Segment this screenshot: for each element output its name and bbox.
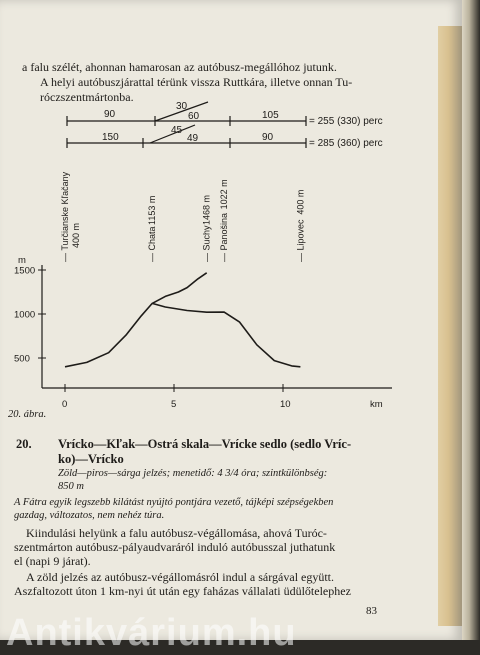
timing-row2-b2: 49 — [187, 133, 199, 144]
paragraph-1-line-2: szentmárton autóbusz-pályaudvaráról induló autóbusszal juthatunk — [14, 540, 336, 554]
book-edge — [462, 0, 480, 640]
intro-line-1: a falu szélét, ahonnan hamarosan az autóbusz-megállóhoz jutunk. — [22, 60, 337, 74]
y-tick-label: 500 — [14, 353, 30, 365]
place-name: — Chata — [147, 226, 158, 262]
timing-row1-a: 90 — [104, 109, 116, 120]
x-tick-label: 10 — [280, 399, 291, 410]
route-meta-line-2: 850 m — [58, 481, 84, 492]
x-tick-label: 5 — [171, 399, 177, 410]
route-title-line-2: ko)—Vrícko — [58, 452, 124, 466]
y-axis-label: m — [18, 255, 26, 266]
page-number: 83 — [366, 605, 377, 617]
intro-line-2: A helyi autóbuszjárattal térünk vissza Ruttkára, illetve onnan Tu- — [40, 75, 353, 89]
place-label — [202, 195, 212, 262]
y-tick-label: 1000 — [14, 309, 36, 321]
place-elevation: 1153 m — [147, 195, 158, 225]
place-name: — Turčianske Kľačany — [60, 171, 70, 262]
timing-diagram — [0, 98, 440, 158]
paragraph-2-line-2: Aszfaltozott úton 1 km-nyi út után egy faházas vállalati üdülőtelephez — [14, 584, 351, 598]
place-name: — Panošina — [219, 212, 230, 262]
profile-line-2 — [152, 273, 207, 304]
timing-row2-c: 90 — [262, 132, 274, 143]
timing-row1-c: 105 — [262, 110, 279, 121]
paragraph-1-line-1: Kiindulási helyünk a falu autóbusz-végállomása, ahová Turóc- — [26, 526, 327, 540]
route-description-line-2: gazdag, változatos, nem nehéz túra. — [14, 510, 165, 521]
route-title-line-1: Vrícko—Kľak—Ostrá skala—Vrícke sedlo (sedlo Vríc- — [58, 437, 352, 451]
route-meta-line-1: Zöld—piros—sárga jelzés; menetidő: 4 3/4 óra; szintkülönbség: — [58, 468, 328, 479]
profile-line-1 — [65, 303, 300, 366]
timing-row1-b2: 60 — [188, 111, 200, 122]
place-label — [295, 190, 305, 262]
watermark: Antikvárium.hu — [6, 612, 297, 654]
timing-row2-total: = 285 (360) perc — [309, 138, 383, 149]
figure-label: 20. ábra. — [8, 409, 47, 420]
y-tick-label: 1500 — [14, 265, 36, 277]
elevation-profile-chart — [0, 160, 440, 410]
intro-line-3: róczszentmártonba. — [40, 90, 134, 104]
place-label — [147, 196, 157, 262]
place-label — [219, 179, 229, 262]
place-elevation: 400 m — [295, 189, 306, 215]
route-description-line-1: A Fátra egyik legszebb kilátást nyújtó pontjára vezető, tájképi szépségekben — [14, 497, 334, 508]
paragraph-1-line-3: el (napi 9 járat). — [14, 554, 91, 568]
x-tick-label: 0 — [62, 399, 68, 410]
place-elevation: 400 m — [71, 222, 81, 248]
place-label — [60, 171, 81, 262]
place-name: — Lipovec — [295, 219, 306, 262]
place-elevation: 1022 m — [219, 179, 230, 210]
timing-row1-b1: 30 — [176, 101, 188, 112]
page-edge-strip — [438, 26, 464, 626]
timing-row1-total: = 255 (330) perc — [309, 116, 383, 127]
place-name: — Suchy — [201, 225, 212, 262]
route-number: 20. — [16, 437, 32, 451]
place-elevation: 1468 m — [201, 194, 212, 225]
paragraph-2-line-1: A zöld jelzés az autóbusz-végállomásról indul a sárgával együtt. — [26, 570, 335, 584]
timing-row2-b1: 45 — [171, 125, 183, 136]
x-axis-label: km — [370, 399, 383, 410]
timing-row2-a: 150 — [102, 132, 119, 143]
